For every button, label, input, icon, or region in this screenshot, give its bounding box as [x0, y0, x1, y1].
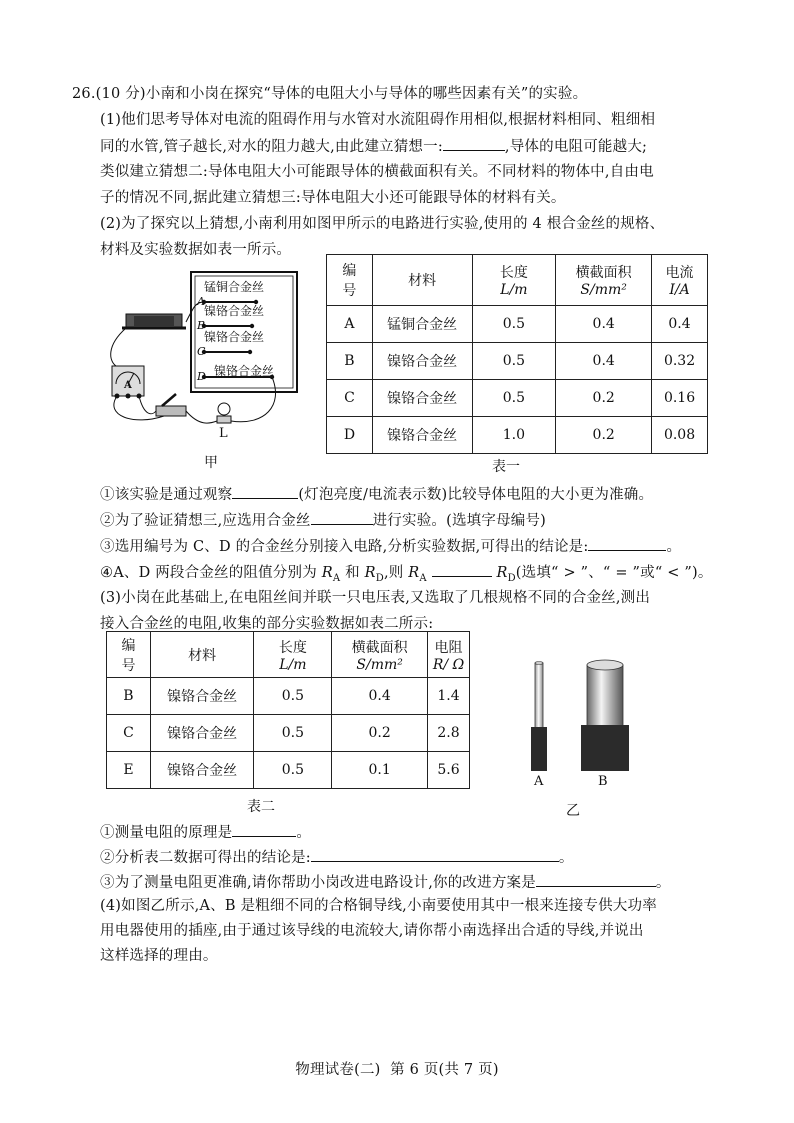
ammeter-letter: A — [124, 380, 132, 391]
wire-b-label: B — [598, 774, 608, 789]
board-label-c: 镍铬合金丝 — [204, 330, 265, 344]
wire-letter-d: D — [197, 370, 206, 383]
q2-1-blank[interactable] — [232, 484, 298, 499]
t2-header-resistance: 电阻 R/ Ω — [428, 632, 470, 678]
copper-wire-a — [531, 662, 547, 772]
q2-1: ①该实验是通过观察 (灯泡亮度/电流表示数)比较导体电阻的大小更为准确。 — [100, 484, 653, 505]
wire-figure-yi — [525, 655, 635, 775]
q3-2: ②分析表二数据可得出的结论是: 。 — [100, 847, 574, 868]
p1-line-2: 同的水管,管子越长,对水的阻力越大,由此建立猜想一: ,导体的电阻可能越大; — [100, 136, 647, 157]
board-label-b: 镍铬合金丝 — [204, 304, 265, 318]
table-1-header — [327, 255, 708, 306]
q3-1-blank[interactable] — [232, 822, 296, 837]
q3-1: ①测量电阻的原理是 。 — [100, 822, 311, 843]
t2-header-area: 横截面积 S/mm² — [332, 632, 428, 678]
table-1-caption: 表一 — [492, 459, 520, 475]
table-row: B 镍铬合金丝 0.5 0.4 0.32 — [327, 343, 708, 380]
wire-letter-a: A — [197, 295, 205, 308]
table-2-caption: 表二 — [247, 799, 275, 815]
p4-line-2: 用电器使用的插座,由于通过该导线的电流较大,请你帮小南选择出合适的导线,并说出 — [100, 923, 644, 939]
p4-line-3: 这样选择的理由。 — [100, 948, 218, 964]
lamp — [218, 403, 230, 415]
table-row: A 锰铜合金丝 0.5 0.4 0.4 — [327, 306, 708, 343]
t1-header-length: 长度 L/m — [472, 255, 556, 306]
wire-a-label: A — [534, 774, 544, 789]
wire-letter-c: C — [197, 345, 206, 358]
lamp-label: L — [219, 426, 228, 441]
p2-line-1: (2)为了探究以上猜想,小南利用如图甲所示的电路进行实验,使用的 4 根合金丝的规格、 — [100, 216, 665, 232]
table-1 — [326, 254, 708, 454]
copper-wire-b — [581, 660, 629, 771]
wire-letter-b: B — [197, 319, 206, 332]
figure-yi-caption: 乙 — [566, 803, 580, 819]
q3-3-blank[interactable] — [536, 872, 656, 887]
table-row: E 镍铬合金丝 0.5 0.1 5.6 — [107, 752, 470, 789]
question-number: 26. — [72, 86, 96, 102]
q2-4: ④A、D 两段合金丝的阻值分别为 $R_A$ 和 $R_D$,则 $R_A$ $R_D$(选填“ > ”、“ = ”或“ < ”)。 — [100, 562, 713, 589]
q3-3: ③为了测量电阻更准确,请你帮助小岗改进电路设计,你的改进方案是 。 — [100, 872, 671, 893]
board-label-d: 镍铬合金丝 — [214, 364, 275, 378]
switch — [156, 406, 186, 416]
q2-3: ③选用编号为 C、D 的合金丝分别接入电路,分析实验数据,可得出的结论是: 。 — [100, 536, 681, 557]
p3-line-2: 接入合金丝的电阻,收集的部分实验数据如表二所示: — [100, 616, 434, 632]
t1-header-material: 材料 — [372, 255, 472, 306]
question-title: 26.(10 分)小南和小岗在探究“导体的电阻大小与导体的哪些因素有关”的实验。 — [72, 86, 588, 102]
p2-line-2: 材料及实验数据如表一所示。 — [100, 242, 292, 258]
guess1-blank[interactable] — [443, 136, 505, 151]
t1-header-current: 电流 I/A — [652, 255, 708, 306]
q2-2: ②为了验证猜想三,应选用合金丝 进行实验。(选填字母编号) — [100, 510, 546, 531]
board-label-a: 锰铜合金丝 — [204, 280, 265, 294]
p4-line-1: (4)如图乙所示,A、B 是粗细不同的合格铜导线,小南要使用其中一根来连接专供大功率 — [100, 898, 657, 914]
table-row: B 镍铬合金丝 0.5 0.4 1.4 — [107, 678, 470, 715]
p3-line-1: (3)小岗在此基础上,在电阻丝间并联一只电压表,又选取了几根规格不同的合金丝,测出 — [100, 590, 651, 606]
t1-header-area: 横截面积 S/mm² — [556, 255, 652, 306]
p1-line-1: (1)他们思考导体对电流的阻碍作用与水管对水流阻碍作用相似,根据材料相同、粗细相 — [100, 112, 656, 128]
q2-3-blank[interactable] — [588, 536, 666, 551]
page-footer: 物理试卷(二) 第 6 页(共 7 页) — [295, 1062, 499, 1078]
table-row: C 镍铬合金丝 0.5 0.2 0.16 — [327, 380, 708, 417]
table-2 — [106, 631, 470, 789]
q2-2-blank[interactable] — [311, 510, 373, 525]
q3-2-blank[interactable] — [311, 847, 559, 862]
table-2-header — [107, 632, 470, 678]
figure-jia-caption: 甲 — [204, 455, 218, 471]
table-row: C 镍铬合金丝 0.5 0.2 2.8 — [107, 715, 470, 752]
p1-line-3: 类似建立猜想二:导体电阻大小可能跟导体的横截面积有关。不同材料的物体中,自由电 — [100, 164, 654, 180]
table-row: D 镍铬合金丝 1.0 0.2 0.08 — [327, 417, 708, 454]
t2-header-id: 编 号 — [107, 632, 151, 678]
t1-header-id: 编 号 — [327, 255, 373, 306]
q2-4-blank[interactable] — [432, 562, 492, 577]
t2-header-length: 长度 L/m — [254, 632, 332, 678]
p1-line-4: 子的情况不同,据此建立猜想三:导体电阻大小还可能跟导体的材料有关。 — [100, 190, 566, 206]
t2-header-material: 材料 — [150, 632, 254, 678]
